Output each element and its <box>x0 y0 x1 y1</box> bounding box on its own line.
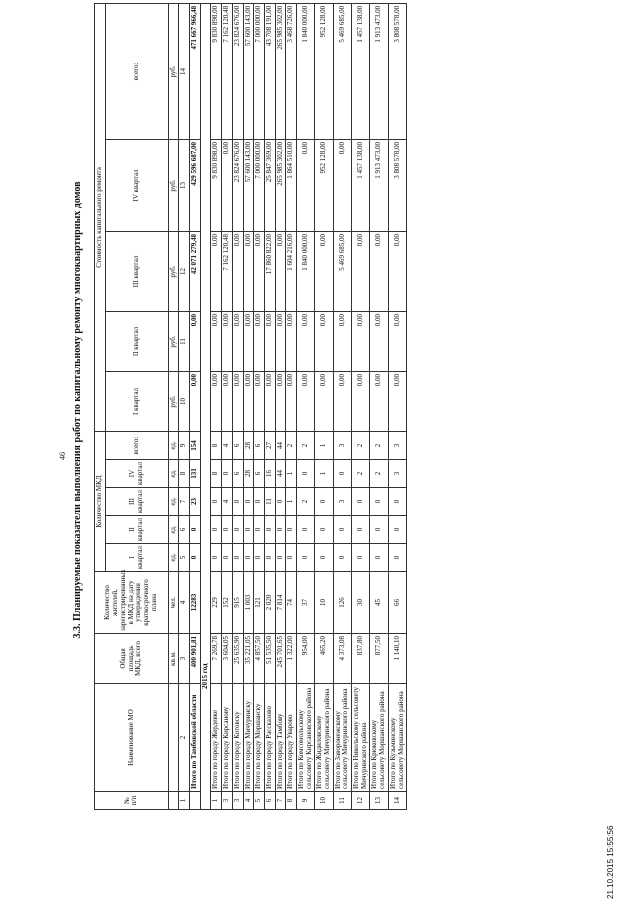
row-q1: 0 <box>333 544 351 572</box>
row-cost-q2: 0,00 <box>333 311 351 371</box>
row-cost-total: 3 468 726,00 <box>286 3 297 139</box>
row-number: 7 <box>275 792 286 810</box>
section-title: 3.3. Планируемые показатели выполнения работ по капитальному ремонту многоквартирных домов <box>72 181 83 639</box>
row-residents: 915 <box>232 572 243 634</box>
table-row <box>352 3 370 809</box>
header-mkd-count: Количество МКД <box>95 431 106 571</box>
row-cost-q1: 0,00 <box>352 371 370 431</box>
row-q4: 6 <box>254 460 265 488</box>
header-mo: Наименование МО <box>95 684 169 792</box>
row-total: 2 <box>370 431 388 459</box>
row-cost-q4: 1 457 138,00 <box>352 139 370 231</box>
row-cost-total: 952 128,00 <box>315 3 333 139</box>
row-cost-q1: 0,00 <box>211 371 222 431</box>
row-q4: 0 <box>296 460 314 488</box>
row-cost-q3: 0,00 <box>232 231 243 311</box>
row-q2: 0 <box>352 516 370 544</box>
row-number: 8 <box>286 792 297 810</box>
colnum: 8 <box>179 460 190 488</box>
row-area: 245 701,65 <box>275 634 286 684</box>
row-total: 2 <box>352 431 370 459</box>
row-q4: 8 <box>211 460 222 488</box>
row-residents: 152 <box>222 572 233 634</box>
colnum: 1 <box>179 792 190 810</box>
row-cost-q2: 0,00 <box>254 311 265 371</box>
summary-row <box>190 3 201 809</box>
row-q3: 0 <box>232 488 243 516</box>
row-name: Итого по Крюковскому сельсовету Моршанского района <box>370 684 388 792</box>
repair-plan-table <box>94 3 407 810</box>
row-residents: 229 <box>211 572 222 634</box>
row-cost-q3: 17 860 822,00 <box>264 231 275 311</box>
row-name: Итого по Комсомольскому сельсовету Кирсановского района <box>296 684 314 792</box>
row-q3: 0 <box>254 488 265 516</box>
row-cost-q4: 1 864 510,00 <box>286 139 297 231</box>
row-residents: 7 814 <box>275 572 286 634</box>
summary-c2: 0,00 <box>190 311 201 371</box>
row-q3: 0 <box>243 488 254 516</box>
row-residents: 74 <box>286 572 297 634</box>
row-cost-q1: 0,00 <box>315 371 333 431</box>
row-cost-q4: 9 830 898,00 <box>211 139 222 231</box>
row-residents: 66 <box>388 572 406 634</box>
unit-cell <box>168 792 179 810</box>
unit-total: ед. <box>168 431 179 459</box>
colnum: 3 <box>179 634 190 684</box>
row-q1: 0 <box>296 544 314 572</box>
row-cost-q4: 57 600 143,00 <box>243 139 254 231</box>
table-row <box>333 3 351 809</box>
row-q1: 0 <box>222 544 233 572</box>
row-cost-q2: 0,00 <box>275 311 286 371</box>
unit-q4: ед. <box>168 460 179 488</box>
row-q2: 0 <box>264 516 275 544</box>
unit-c4: руб. <box>168 139 179 231</box>
row-area: 4 857,50 <box>254 634 265 684</box>
table-row <box>370 3 388 809</box>
row-cost-q2: 0,00 <box>315 311 333 371</box>
row-cost-q2: 0,00 <box>296 311 314 371</box>
row-cost-q3: 0,00 <box>275 231 286 311</box>
row-name: Итого по городу Кирсанову <box>222 684 233 792</box>
print-timestamp: 21.10.2015 15:55:56 <box>606 825 615 899</box>
row-q3: 11 <box>264 488 275 516</box>
table-row <box>275 3 286 809</box>
summary-residents: 12283 <box>190 572 201 634</box>
header-no: № п/п <box>95 792 169 810</box>
row-cost-total: 1 913 473,00 <box>370 3 388 139</box>
header-q1: I квартал <box>105 544 168 572</box>
row-name: Итого по городу Моршанску <box>254 684 265 792</box>
row-q4: 16 <box>264 460 275 488</box>
header-cost: Стоимость капитального ремонта <box>95 3 106 431</box>
row-cost-q1: 0,00 <box>333 371 351 431</box>
header-q2: II квартал <box>105 516 168 544</box>
header-cost-q2: II квартал <box>105 311 168 371</box>
summary-q4: 131 <box>190 460 201 488</box>
header-q3: III квартал <box>105 488 168 516</box>
summary-c3: 42 071 279,48 <box>190 231 201 311</box>
row-q2: 0 <box>388 516 406 544</box>
table-row <box>388 3 406 809</box>
row-number: 11 <box>333 792 351 810</box>
row-area: 4 373,08 <box>333 634 351 684</box>
page-number: 46 <box>58 452 67 460</box>
row-cost-q4: 1 913 473,00 <box>370 139 388 231</box>
row-cost-q2: 0,00 <box>232 311 243 371</box>
row-total: 1 <box>315 431 333 459</box>
colnum: 14 <box>179 3 190 139</box>
row-cost-q3: 5 469 685,00 <box>333 231 351 311</box>
row-q4: 0 <box>333 460 351 488</box>
unit-q2: ед. <box>168 516 179 544</box>
row-q2: 0 <box>315 516 333 544</box>
row-cost-q2: 0,00 <box>243 311 254 371</box>
row-area: 7 269,78 <box>211 634 222 684</box>
row-cost-q1: 0,00 <box>370 371 388 431</box>
row-name: Итого по Кузьминскому сельсовету Моршанского района <box>388 684 406 792</box>
row-cost-q2: 0,00 <box>264 311 275 371</box>
summary-q3: 23 <box>190 488 201 516</box>
row-number: 3 <box>222 792 233 810</box>
row-q1: 0 <box>254 544 265 572</box>
table-row <box>254 3 265 809</box>
unit-ctotal: руб. <box>168 3 179 139</box>
table-row <box>211 3 222 809</box>
header-residents: Количество жителей, зарегистрированных в МКД на дату утверждения краткосрочного плана <box>95 572 169 634</box>
summary-c1: 0,00 <box>190 371 201 431</box>
row-cost-total: 57 600 143,00 <box>243 3 254 139</box>
row-name: Итого по городу Жердевке <box>211 684 222 792</box>
row-area: 465,20 <box>315 634 333 684</box>
row-area: 3 604,05 <box>222 634 233 684</box>
row-cost-q1: 0,00 <box>388 371 406 431</box>
row-q3: 3 <box>333 488 351 516</box>
table-row <box>264 3 275 809</box>
row-cost-q3: 0,00 <box>211 231 222 311</box>
row-residents: 37 <box>296 572 314 634</box>
row-area: 1 322,00 <box>286 634 297 684</box>
row-cost-q1: 0,00 <box>222 371 233 431</box>
row-area: 35 221,05 <box>243 634 254 684</box>
row-cost-total: 23 824 676,00 <box>232 3 243 139</box>
row-cost-q2: 0,00 <box>222 311 233 371</box>
row-q1: 0 <box>264 544 275 572</box>
row-q2: 0 <box>243 516 254 544</box>
row-q4: 28 <box>243 460 254 488</box>
section-row <box>200 3 211 809</box>
row-cost-total: 5 469 685,00 <box>333 3 351 139</box>
unit-residents: чел. <box>168 572 179 634</box>
row-cost-total: 9 830 898,00 <box>211 3 222 139</box>
row-cost-q4: 25 847 369,00 <box>264 139 275 231</box>
row-q2: 0 <box>254 516 265 544</box>
summary-c4: 429 596 687,00 <box>190 139 201 231</box>
row-q4: 6 <box>232 460 243 488</box>
header-total: всего: <box>105 431 168 459</box>
row-total: 8 <box>211 431 222 459</box>
summary-name: Итого по Тамбовской области <box>190 684 201 792</box>
row-cost-q3: 0,00 <box>254 231 265 311</box>
row-cost-q3: 0,00 <box>370 231 388 311</box>
row-residents: 2 020 <box>264 572 275 634</box>
summary-ctotal: 471 667 966,48 <box>190 3 201 139</box>
row-area: 25 635,90 <box>232 634 243 684</box>
table-cell <box>190 792 201 810</box>
unit-area: кв.м. <box>168 634 179 684</box>
row-total: 44 <box>275 431 286 459</box>
row-name: Итого по городу Уварово <box>286 684 297 792</box>
summary-q1: 0 <box>190 544 201 572</box>
row-number: 5 <box>254 792 265 810</box>
colnum: 11 <box>179 311 190 371</box>
colnum: 6 <box>179 516 190 544</box>
row-cost-total: 1 457 138,00 <box>352 3 370 139</box>
row-q4: 0 <box>222 460 233 488</box>
row-q1: 0 <box>388 544 406 572</box>
row-cost-q2: 0,00 <box>352 311 370 371</box>
row-cost-total: 43 708 191,00 <box>264 3 275 139</box>
row-name: Итого по Жидиловскому сельсовету Мичуринского района <box>315 684 333 792</box>
row-cost-q2: 0,00 <box>286 311 297 371</box>
row-cost-q2: 0,00 <box>388 311 406 371</box>
row-residents: 121 <box>254 572 265 634</box>
row-cost-q1: 0,00 <box>275 371 286 431</box>
row-cost-q1: 0,00 <box>296 371 314 431</box>
row-q3: 1 <box>286 488 297 516</box>
row-q4: 1 <box>286 460 297 488</box>
row-total: 27 <box>264 431 275 459</box>
unit-cell <box>168 684 179 792</box>
row-q3: 0 <box>315 488 333 516</box>
row-number: 3 <box>232 792 243 810</box>
colnum: 2 <box>179 684 190 792</box>
row-total: 4 <box>222 431 233 459</box>
header-cost-q4: IV квартал <box>105 139 168 231</box>
row-cost-q4: 3 808 578,00 <box>388 139 406 231</box>
row-q1: 0 <box>370 544 388 572</box>
unit-c1: руб. <box>168 371 179 431</box>
row-cost-q1: 0,00 <box>286 371 297 431</box>
row-q3: 0 <box>275 488 286 516</box>
row-number: 1 <box>211 792 222 810</box>
row-name: Итого по городу Мичуринску <box>243 684 254 792</box>
row-residents: 10 <box>315 572 333 634</box>
row-q2: 0 <box>275 516 286 544</box>
row-cost-total: 1 840 000,00 <box>296 3 314 139</box>
row-q4: 3 <box>388 460 406 488</box>
row-name: Итого по городу Рассказово <box>264 684 275 792</box>
table-row <box>222 3 233 809</box>
row-q3: 0 <box>352 488 370 516</box>
table-row <box>286 3 297 809</box>
row-q3: 4 <box>222 488 233 516</box>
row-cost-q1: 0,00 <box>232 371 243 431</box>
row-cost-total: 3 808 578,00 <box>388 3 406 139</box>
section-year: 2015 год <box>200 3 211 809</box>
row-area: 837,80 <box>352 634 370 684</box>
row-total: 28 <box>243 431 254 459</box>
row-total: 2 <box>286 431 297 459</box>
row-cost-q3: 1 840 000,00 <box>296 231 314 311</box>
row-q3: 0 <box>211 488 222 516</box>
row-cost-q1: 0,00 <box>254 371 265 431</box>
table-row <box>243 3 254 809</box>
header-cost-total: всего: <box>105 3 168 139</box>
row-q2: 0 <box>370 516 388 544</box>
row-cost-q4: 952 128,00 <box>315 139 333 231</box>
row-residents: 1 003 <box>243 572 254 634</box>
row-name: Итого по городу Тамбову <box>275 684 286 792</box>
row-q1: 0 <box>315 544 333 572</box>
row-q1: 0 <box>275 544 286 572</box>
row-area: 954,00 <box>296 634 314 684</box>
table-row <box>315 3 333 809</box>
row-total: 3 <box>388 431 406 459</box>
row-cost-q4: 0,00 <box>296 139 314 231</box>
row-number: 4 <box>243 792 254 810</box>
row-cost-total: 7 162 120,48 <box>222 3 233 139</box>
row-number: 12 <box>352 792 370 810</box>
colnum: 12 <box>179 231 190 311</box>
row-cost-q3: 0,00 <box>315 231 333 311</box>
row-q1: 0 <box>352 544 370 572</box>
row-q4: 1 <box>315 460 333 488</box>
row-q2: 0 <box>333 516 351 544</box>
row-name: Итого по городу Котовску <box>232 684 243 792</box>
row-q2: 0 <box>296 516 314 544</box>
row-name: Итого по Заворонежскому сельсовету Мичуринского района <box>333 684 351 792</box>
row-cost-q1: 0,00 <box>243 371 254 431</box>
row-number: 14 <box>388 792 406 810</box>
row-q2: 0 <box>211 516 222 544</box>
row-q4: 2 <box>352 460 370 488</box>
row-q3: 0 <box>370 488 388 516</box>
row-cost-q3: 0,00 <box>352 231 370 311</box>
row-cost-q2: 0,00 <box>211 311 222 371</box>
unit-q3: ед. <box>168 488 179 516</box>
row-q1: 0 <box>243 544 254 572</box>
row-number: 9 <box>296 792 314 810</box>
table-row <box>232 3 243 809</box>
row-number: 10 <box>315 792 333 810</box>
row-area: 877,50 <box>370 634 388 684</box>
row-cost-q4: 0,00 <box>333 139 351 231</box>
row-q1: 0 <box>232 544 243 572</box>
row-q3: 0 <box>388 488 406 516</box>
row-cost-q4: 0,00 <box>222 139 233 231</box>
row-area: 1 140,10 <box>388 634 406 684</box>
colnum: 13 <box>179 139 190 231</box>
row-area: 51 535,50 <box>264 634 275 684</box>
summary-area: 400 901,81 <box>190 634 201 684</box>
row-cost-q3: 0,00 <box>388 231 406 311</box>
row-residents: 30 <box>352 572 370 634</box>
summary-q2: 0 <box>190 516 201 544</box>
row-q1: 0 <box>286 544 297 572</box>
row-cost-q3: 0,00 <box>243 231 254 311</box>
colnum: 5 <box>179 544 190 572</box>
row-cost-q4: 7 000 000,00 <box>254 139 265 231</box>
row-residents: 126 <box>333 572 351 634</box>
row-cost-q4: 23 824 676,00 <box>232 139 243 231</box>
row-number: 6 <box>264 792 275 810</box>
colnum: 9 <box>179 431 190 459</box>
row-name: Итого по Никольскому сельсовету Мичуринского района <box>352 684 370 792</box>
header-cost-q1: I квартал <box>105 371 168 431</box>
unit-c2: руб. <box>168 311 179 371</box>
header-area: Общая площадь МКД, всего <box>95 634 169 684</box>
row-number: 13 <box>370 792 388 810</box>
row-cost-q1: 0,00 <box>264 371 275 431</box>
unit-c3: руб. <box>168 231 179 311</box>
colnum: 7 <box>179 488 190 516</box>
row-cost-total: 265 985 302,00 <box>275 3 286 139</box>
row-q2: 0 <box>222 516 233 544</box>
row-residents: 45 <box>370 572 388 634</box>
row-total: 2 <box>296 431 314 459</box>
unit-q1: ед. <box>168 544 179 572</box>
colnum: 10 <box>179 371 190 431</box>
row-q2: 0 <box>232 516 243 544</box>
table-row <box>296 3 314 809</box>
header-cost-q3: III квартал <box>105 231 168 311</box>
row-q3: 2 <box>296 488 314 516</box>
colnum: 4 <box>179 572 190 634</box>
row-cost-total: 7 000 000,00 <box>254 3 265 139</box>
row-cost-q3: 7 162 120,48 <box>222 231 233 311</box>
row-total: 3 <box>333 431 351 459</box>
row-cost-q3: 1 604 216,00 <box>286 231 297 311</box>
row-cost-q2: 0,00 <box>370 311 388 371</box>
header-q4: IV квартал <box>105 460 168 488</box>
row-q1: 0 <box>211 544 222 572</box>
row-q4: 2 <box>370 460 388 488</box>
row-q4: 44 <box>275 460 286 488</box>
row-total: 6 <box>232 431 243 459</box>
row-q2: 0 <box>286 516 297 544</box>
summary-total: 154 <box>190 431 201 459</box>
row-cost-q4: 265 985 302,00 <box>275 139 286 231</box>
row-total: 6 <box>254 431 265 459</box>
